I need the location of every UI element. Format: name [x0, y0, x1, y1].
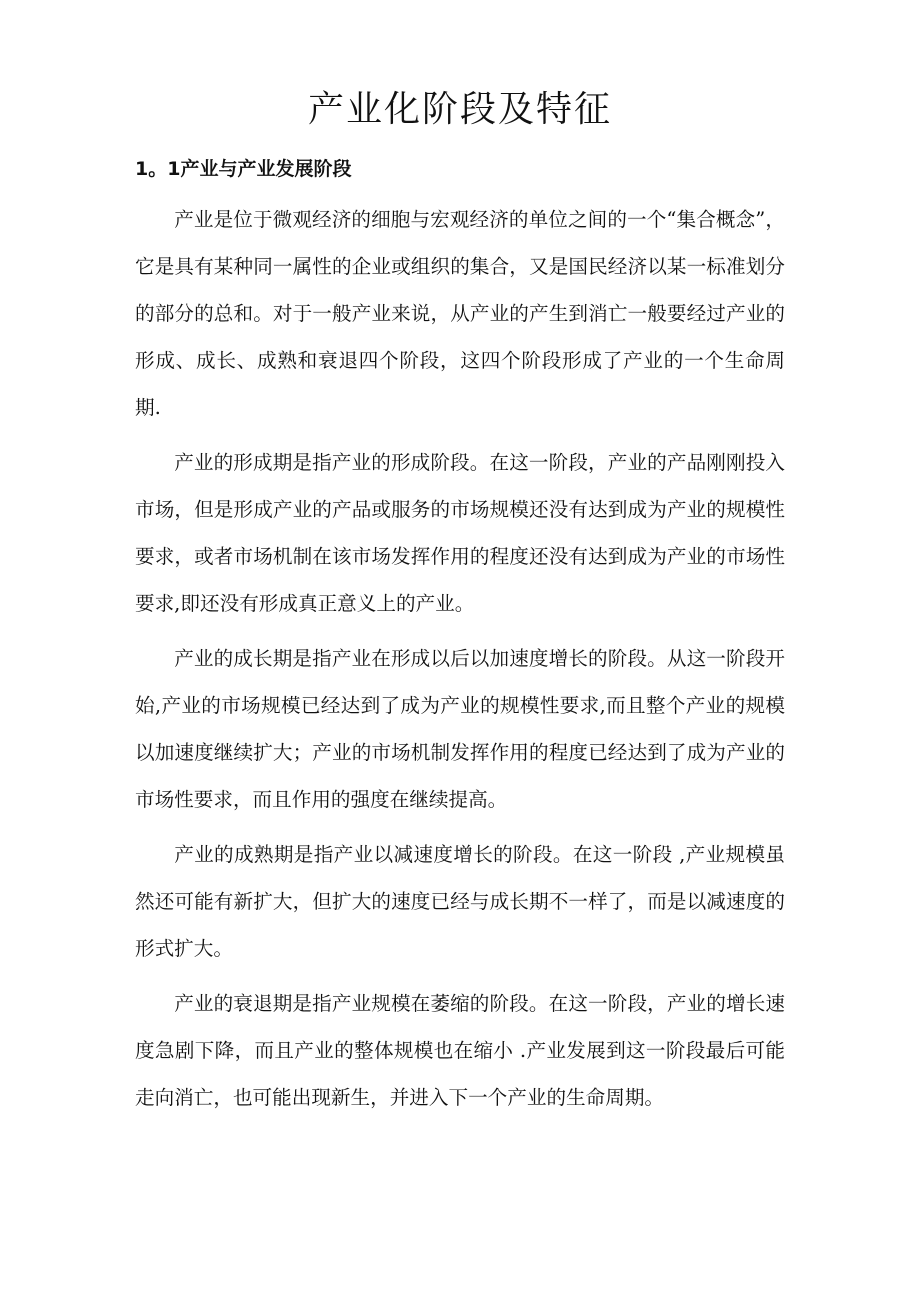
paragraph-decline-stage: 产业的衰退期是指产业规模在萎缩的阶段。在这一阶段，产业的增长速度急剧下降，而且产业的整体规模也在缩小 .产业发展到这一阶段最后可能走向消亡，也可能出现新生，并进入下一个产业的生命周期。 [135, 992, 785, 1109]
paragraph-maturity-stage: 产业的成熟期是指产业以减速度增长的阶段。在这一阶段 ,产业规模虽然还可能有新扩大，但扩大的速度已经与成长期不一样了，而是以减速度的形式扩大。 [135, 843, 785, 960]
section-heading: 1。1产业与产业发展阶段 [135, 158, 352, 180]
document-body [135, 196, 785, 1129]
document-title: 产业化阶段及特征 [307, 89, 612, 130]
paragraph-growth-stage: 产业的成长期是指产业在形成以后以加速度增长的阶段。从这一阶段开始,产业的市场规模已经达到了成为产业的规模性要求,而且整个产业的规模以加速度继续扩大；产业的市场机制发挥作用的程度已经达到了成为产业的市场性要求，而且作用的强度在继续提高。 [135, 647, 785, 811]
paragraph-formation-stage: 产业的形成期是指产业的形成阶段。在这一阶段，产业的产品刚刚投入市场，但是形成产业的产品或服务的市场规模还没有达到成为产业的规模性要求，或者市场机制在该市场发挥作用的程度还没有达到成为产业的市场性要求,即还没有形成真正意义上的产业。 [135, 451, 785, 615]
paragraph-industry-definition: 产业是位于微观经济的细胞与宏观经济的单位之间的一个“集合概念”，它是具有某种同一属性的企业或组织的集合，又是国民经济以某一标准划分的部分的总和。对于一般产业来说，从产业的产生到消亡一般要经过产业的形成、成长、成熟和衰退四个阶段，这四个阶段形成了产业的一个生命周期. [135, 208, 785, 419]
